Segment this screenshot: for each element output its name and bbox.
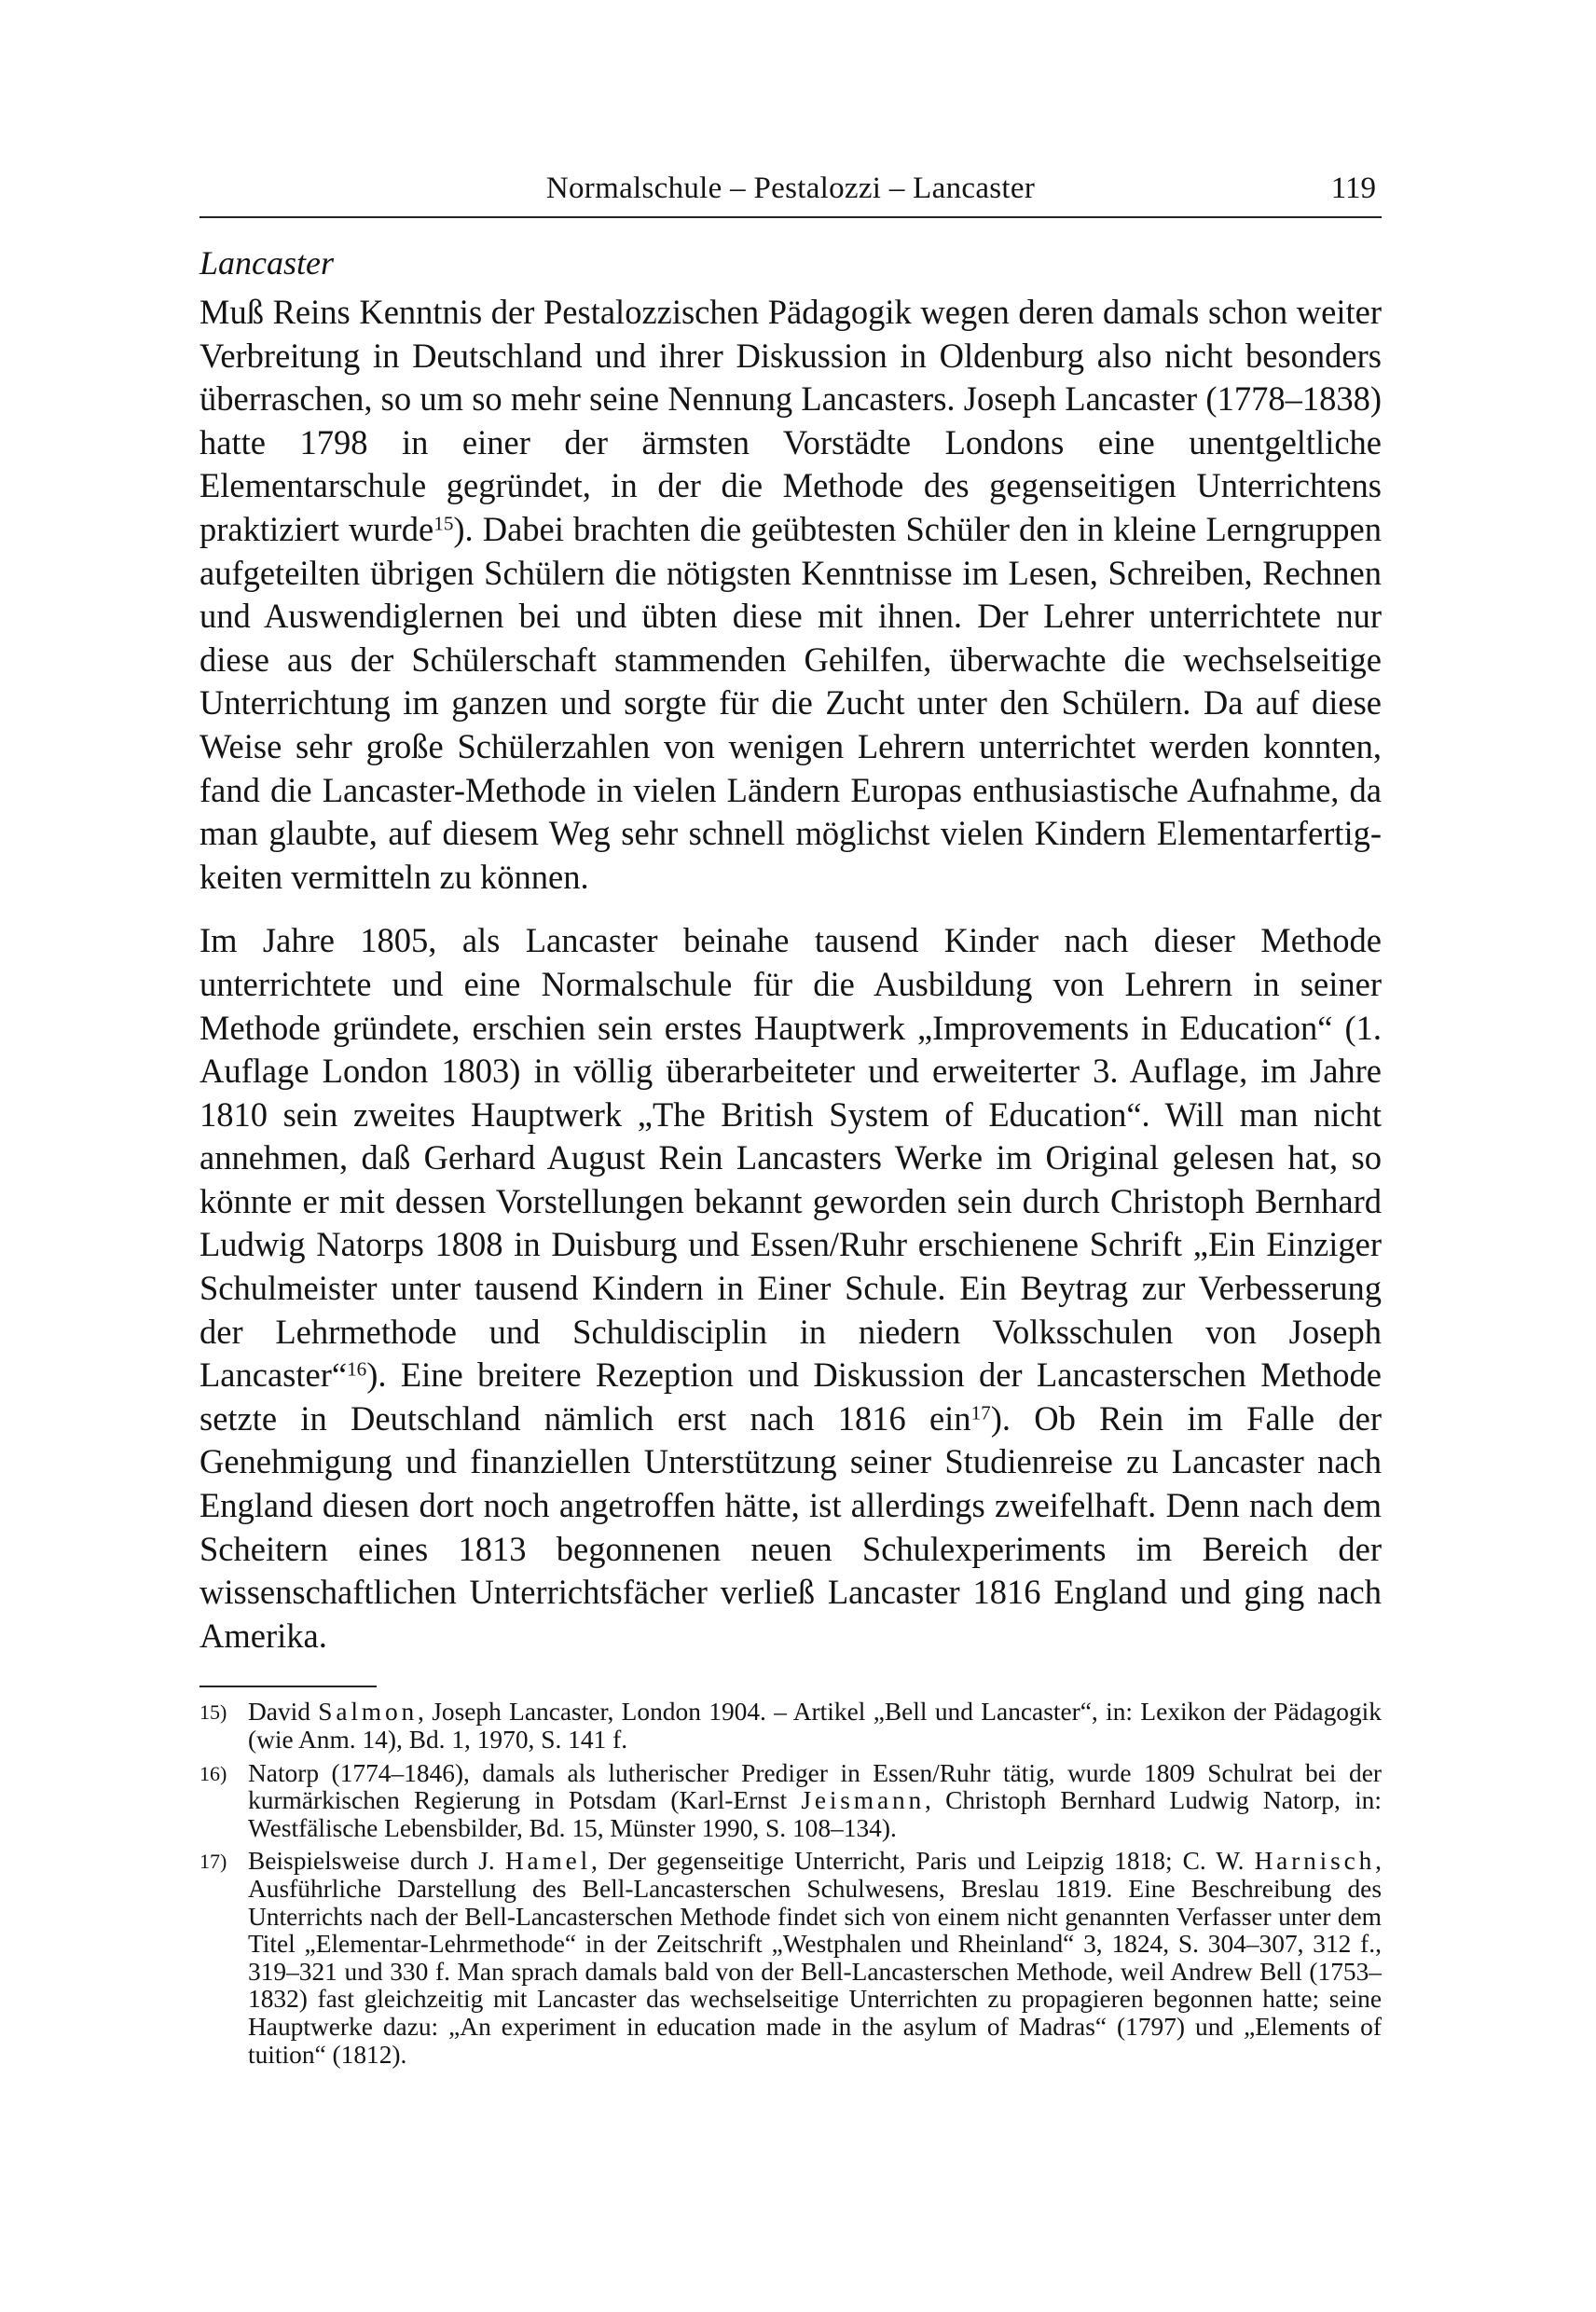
footnote-text [248,1760,1382,1843]
footnote-text [248,1848,1382,2069]
page-number: 119 [1330,172,1376,205]
running-header [200,168,1382,218]
footnote-marker: 17) [200,1850,227,1874]
footnote-reference: 15 [433,512,454,535]
footnote-reference: 17 [970,1401,991,1424]
footnote-17 [200,1848,1382,2069]
footnote-text-part: David [248,1698,319,1727]
book-page [200,168,1382,2074]
paragraph-text: Muß Reins Kenntnis der Pestalozzischen Pädagogik wegen deren damals schon weiter Verbreitung in Deutschland und ihrer Diskussion in Oldenburg also nicht besonders überraschen, so um so mehr seine Nennung Lancasters. Joseph Lancaster (1778–1838) hatte 1798 in einer der ärmsten Vorstädte Londons eine unentgeltliche Elementarschule gegründet, in der die Methode des gegenseitigen Unterrichtens praktiziert wurde [200,293,1382,548]
footnote-separator [200,1686,377,1687]
footnote-text-part: , Der gegenseitige Unterricht, Paris und Leipzig 1818; C. W. [591,1847,1255,1876]
author-name: Jeismann [801,1786,926,1815]
author-name: Hamel [504,1847,592,1876]
footnote-15 [200,1699,1382,1754]
footnote-text-part: , Christoph Bernhard Ludwig Natorp, in: Westfälische Lebensbilder, Bd. 15, Münster 1990, S. 108–134). [248,1786,1382,1842]
footnote-marker: 15) [200,1700,227,1725]
footnote-16 [200,1760,1382,1843]
footnote-text-part: Natorp (1774–1846), damals als lutherischer Prediger in Essen/Ruhr tätig, wurde 1809 Schulrat bei der kurmärkischen Regierung in Potsdam (Karl-Ernst [248,1758,1382,1815]
paragraph-text: ). Ob Rein im Falle der Genehmigung und finanziellen Unterstützung seiner Studienreise zu Lancaster nach England diesen dort noch angetroffen hätte, ist allerdings zweifelhaft. Denn nach dem Scheitern eines 1813 begonnenen neuen Schulexperiments im Bereich der wissenschaftlichen Unterrichtsfächer verließ Lancaster 1816 England und ging nach Amerika. [200,1398,1382,1655]
footnotes [200,1699,1382,2069]
body-paragraph-1 [200,291,1382,899]
author-name: Salmon [318,1698,419,1727]
body-paragraph-2 [200,919,1382,1658]
footnote-marker: 16) [200,1761,227,1785]
footnote-reference: 16 [347,1357,367,1381]
footnote-text-part: , Ausführliche Darstellung des Bell-Lancasterschen Schulwesens, Breslau 1819. Eine Beschreibung des Unterrichts nach der Bell-Lancasterschen Methode findet sich von einem nicht genannten Verfasser unter dem Titel „Elementar-Lehrmethode“ in der Zeitschrift „Westphalen und Rheinland“ 3, 1824, S. 304–307, 312 f., 319–321 und 330 f. Man sprach damals bald von der Bell-Lancasterschen Methode, weil Andrew Bell (1753–1832) fast gleichzeitig mit Lancaster das wechselseitige Unterrichten zu propagieren begonnen hatte; seine Hauptwerke dazu: „An experiment in education made in the asylum of Madras“ (1797) und „Elements of tuition“ (1812). [248,1847,1382,2069]
paragraph-text: ). Dabei brachten die geübtesten Schüler den in kleine Lerngruppen aufgeteilten übrigen Schülern die nötigsten Kenntnisse im Lesen, Schreiben, Rechnen und Auswendiglernen bei und übten diese mit ihnen. Der Lehrer unterrichtete nur diese aus der Schülerschaft stammenden Gehilfen, überwachte die wechselseitige Unterrichtung im ganzen und sorgte für die Zucht unter den Schülern. Da auf diese Weise sehr große Schülerzahlen von wenigen Lehrern unterrichtet werden konnten, fand die Lancaster-Methode in vielen Ländern Europas enthusiastische Aufnahme, da man glaubte, auf diesem Weg sehr schnell möglichst vielen Kindern Elementarfertigkeiten vermitteln zu können. [200,509,1382,896]
footnote-text-part: , Joseph Lancaster, London 1904. – Artikel „Bell und Lancaster“, in: Lexikon der Pädagogik (wie Anm. 14), Bd. 1, 1970, S. 141 f. [248,1698,1382,1754]
paragraph-text: Im Jahre 1805, als Lancaster beinahe tausend Kinder nach dieser Methode unterrichtete und eine Normalschule für die Ausbildung von Lehrern in seiner Methode gründete, erschien sein erstes Hauptwerk „Improvements in Education“ (1. Auflage London 1803) in völlig überarbeiteter und erweiterter 3. Auflage, im Jahre 1810 sein zweites Hauptwerk „The British System of Education“. Will man nicht annehmen, daß Gerhard August Rein Lancasters Werke im Original gelesen hat, so könnte er mit dessen Vorstellungen bekannt geworden sein durch Christoph Bernhard Ludwig Natorps 1808 in Duisburg und Essen/Ruhr erschienene Schrift „Ein Einziger Schulmeister unter tausend Kindern in Einer Schule. Ein Beytrag zur Verbesserung der Lehrmethode und Schuldisciplin in niedern Volksschulen von Joseph Lancaster“ [200,921,1382,1395]
footnote-text [248,1699,1382,1754]
section-heading: Lancaster [200,244,334,282]
running-title: Normalschule – Pestalozzi – Lancaster [545,172,1036,205]
footnote-text-part: Beispielsweise durch J. [248,1847,505,1876]
paragraph-text: ). Eine breitere Rezeption und Diskussion der Lancasterschen Methode setzte in Deutschland nämlich erst nach 1816 ein [200,1356,1382,1438]
author-name: Harnisch [1254,1847,1376,1876]
